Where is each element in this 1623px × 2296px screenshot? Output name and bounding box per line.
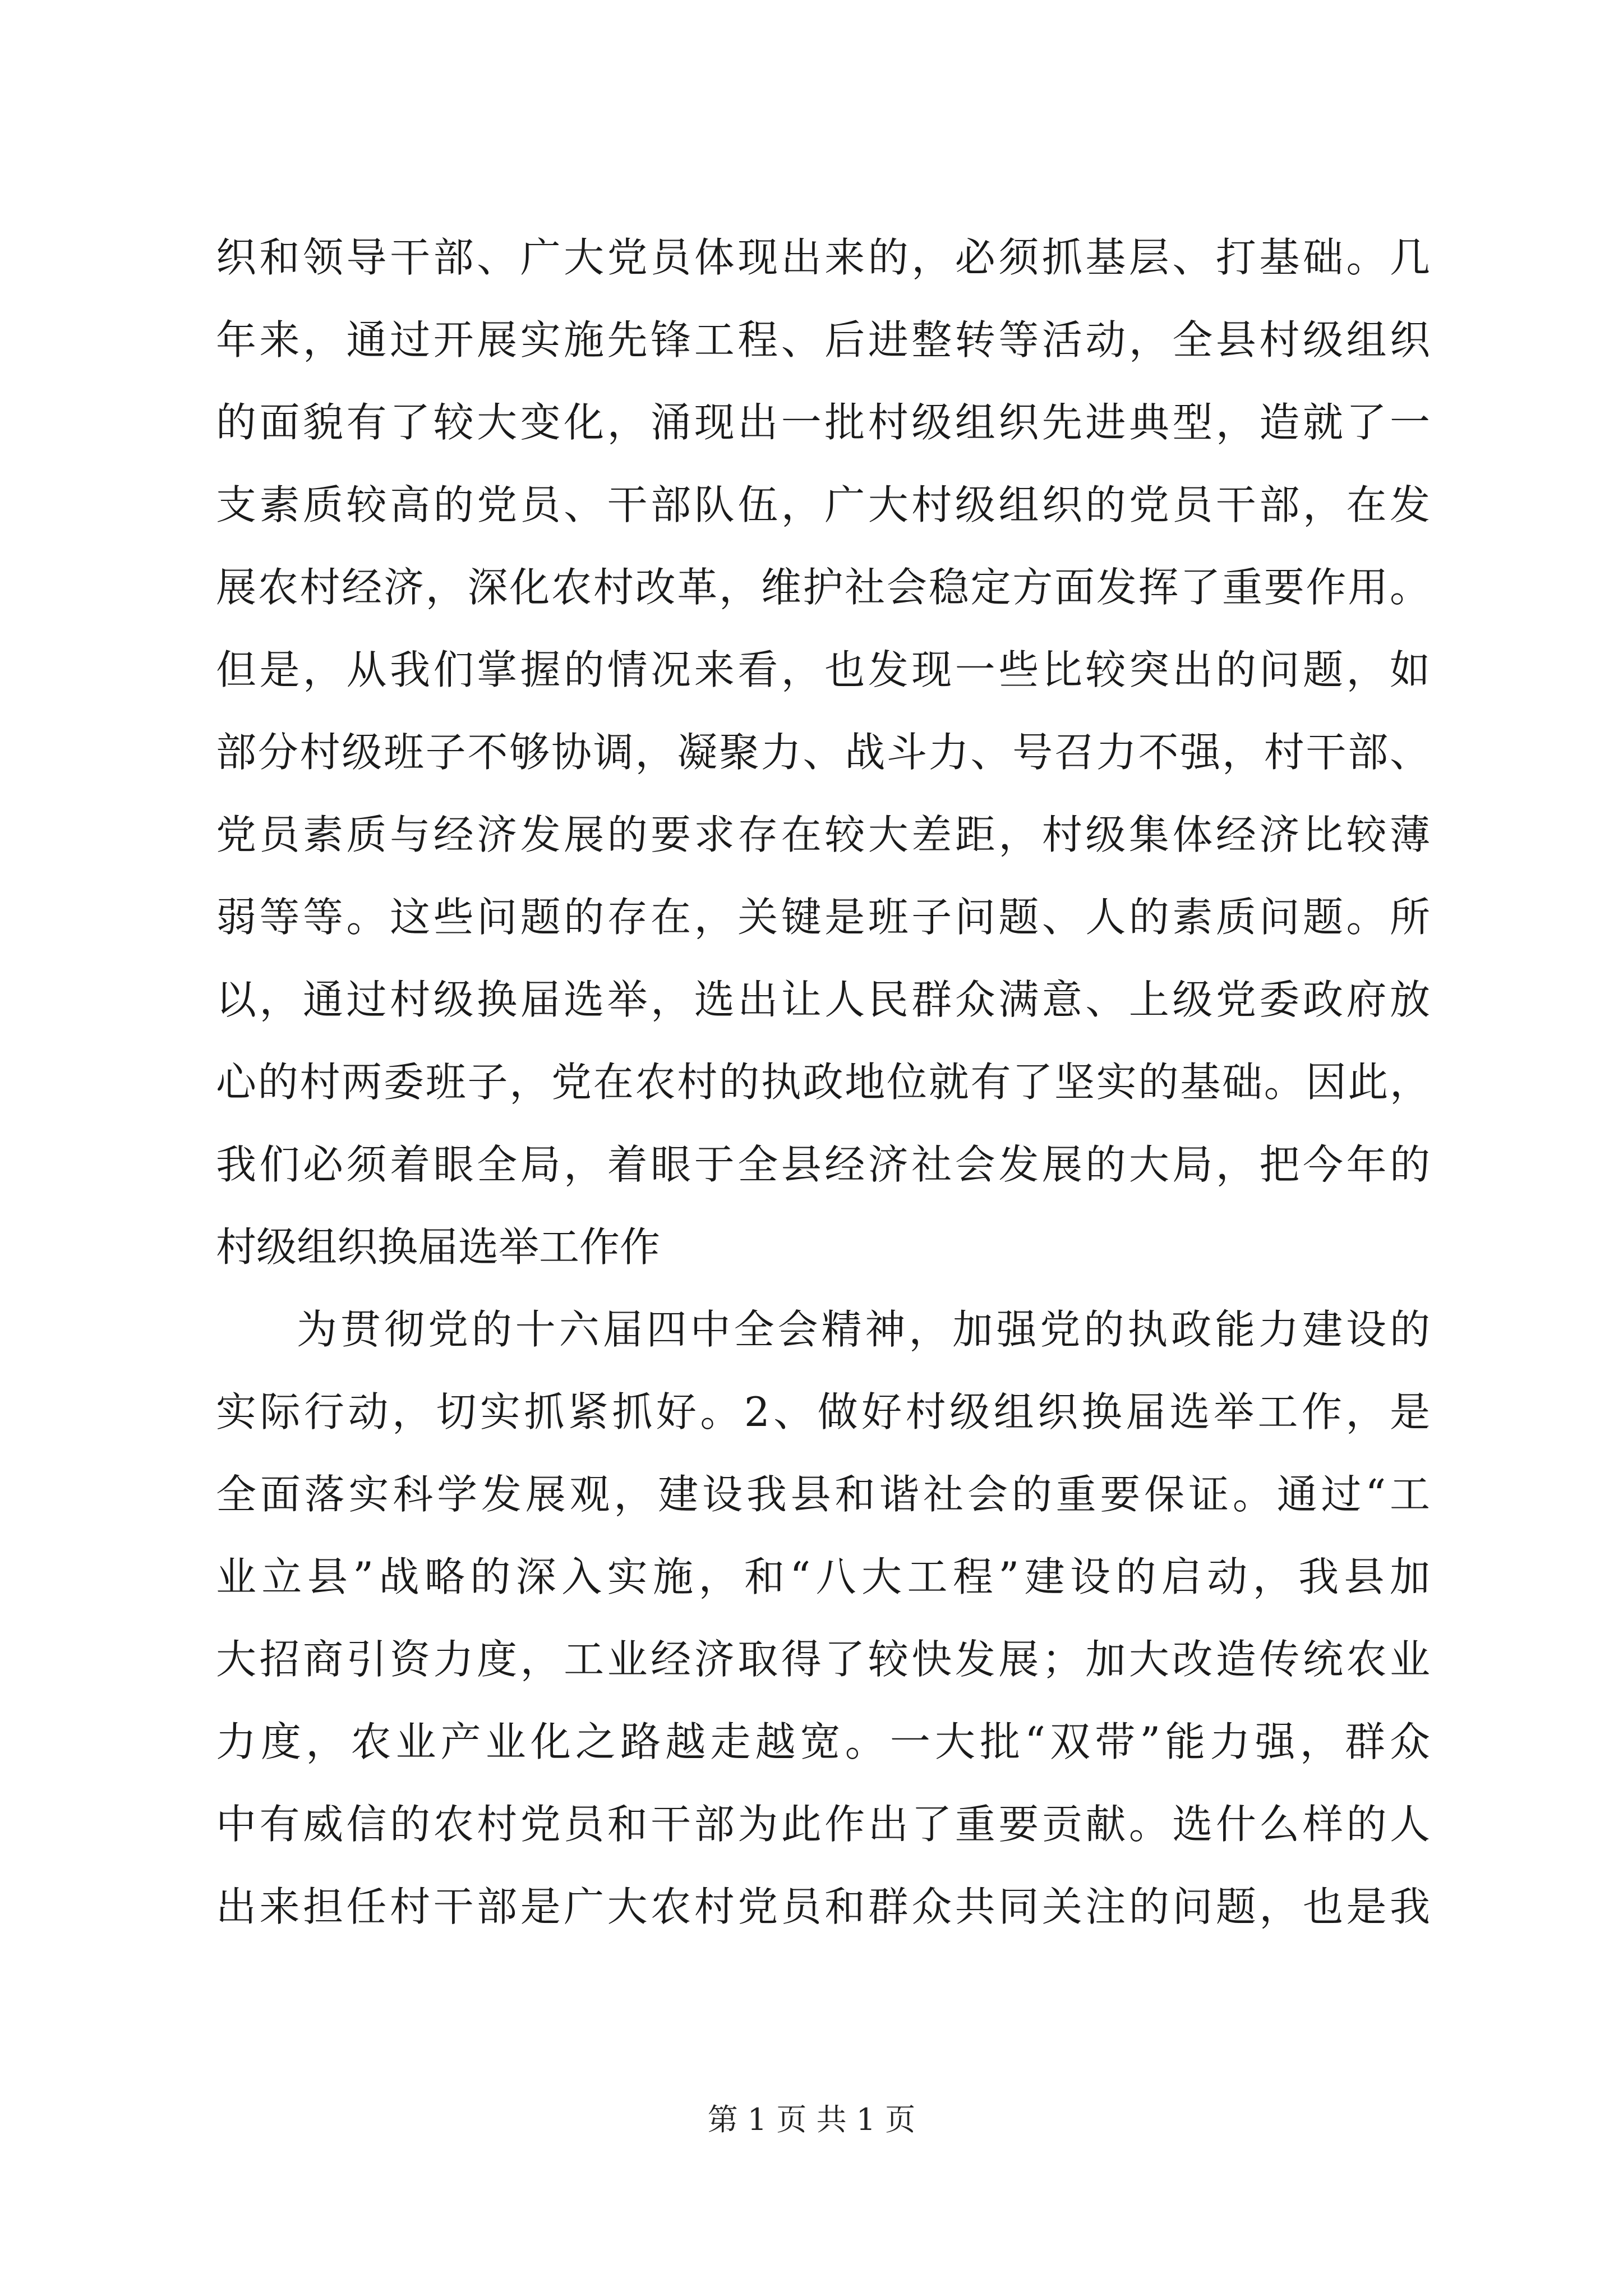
- text-line: 展农村经济，深化农村改革，维护社会稳定方面发挥了重要作用。: [216, 564, 1430, 611]
- text-line: 出来担任村干部是广大农村党员和群众共同关注的问题，也是我: [216, 1883, 1430, 1930]
- text-line: 支素质较高的党员、干部队伍，广大村级组织的党员干部，在发: [216, 481, 1430, 528]
- text-line: 为贯彻党的十六届四中全会精神，加强党的执政能力建设的: [297, 1306, 1430, 1353]
- body-text: [216, 217, 1430, 1948]
- text-line: 力度，农业产业化之路越走越宽。一大批“双带”能力强，群众: [216, 1718, 1430, 1765]
- text-line: 中有威信的农村党员和干部为此作出了重要贡献。选什么样的人: [216, 1801, 1430, 1848]
- text-line: 但是，从我们掌握的情况来看，也发现一些比较突出的问题，如: [216, 646, 1430, 693]
- text-line: 全面落实科学发展观，建设我县和谐社会的重要保证。通过“工: [216, 1471, 1430, 1518]
- text-line: 党员素质与经济发展的要求存在较大差距，村级集体经济比较薄: [216, 811, 1430, 858]
- text-line: 部分村级班子不够协调，凝聚力、战斗力、号召力不强，村干部、: [216, 729, 1430, 776]
- text-line: 年来，通过开展实施先锋工程、后进整转等活动，全县村级组织: [216, 316, 1430, 364]
- page-footer: [0, 2100, 1623, 2139]
- paragraph-2: [216, 1289, 1430, 1948]
- paragraph-1: [216, 217, 1430, 1289]
- text-line: 织和领导干部、广大党员体现出来的，必须抓基层、打基础。几: [216, 234, 1430, 281]
- text-line: 的面貌有了较大变化，涌现出一批村级组织先进典型，造就了一: [216, 399, 1430, 446]
- text-line: 大招商引资力度，工业经济取得了较快发展；加大改造传统农业: [216, 1636, 1430, 1683]
- text-line: 我们必须着眼全局，着眼于全县经济社会发展的大局，把今年的: [216, 1141, 1430, 1188]
- text-line: 村级组织换届选举工作作: [216, 1223, 661, 1271]
- text-line: 实际行动，切实抓紧抓好。2、做好村级组织换届选举工作，是: [216, 1388, 1430, 1435]
- text-line: 业立县”战略的深入实施，和“八大工程”建设的启动，我县加: [216, 1553, 1430, 1600]
- page-number-label: 第 1 页 共 1 页: [707, 2102, 916, 2137]
- text-line: 以，通过村级换届选举，选出让人民群众满意、上级党委政府放: [216, 976, 1430, 1023]
- text-line: 弱等等。这些问题的存在，关键是班子问题、人的素质问题。所: [216, 894, 1430, 941]
- text-line: 心的村两委班子，党在农村的执政地位就有了坚实的基础。因此，: [216, 1059, 1430, 1106]
